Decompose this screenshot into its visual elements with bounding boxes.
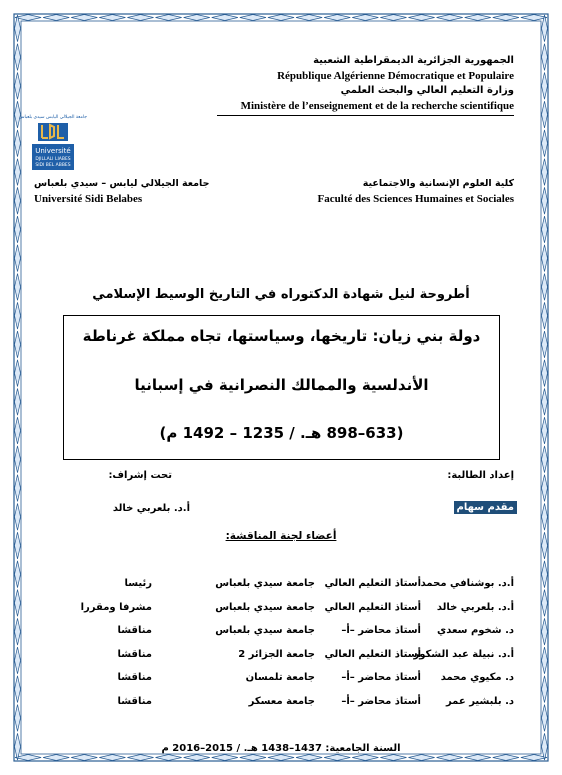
border-ornament [352,755,378,761]
border-ornament [542,475,548,502]
committee-name: د. شخوم سعدي [437,625,514,636]
border-ornament [71,15,97,21]
committee-institution: جامعة تلمسان [245,672,315,683]
border-ornament [184,755,210,761]
university-logo [18,112,88,174]
committee-role: مناقشا [117,672,152,683]
border-ornament [542,446,548,473]
logo-name-3: SIDI BEL ABBES [35,163,71,168]
committee-rank: أستاذ محاضر –أ– [341,625,421,636]
border-ornament [15,15,21,42]
committee-title: أعضاء لجنة المناقشة: [225,530,337,542]
border-ornament [542,101,548,128]
border-ornament [15,187,21,214]
committee-rank: أستاذ التعليم العالي [324,578,421,589]
ministry-fr: Ministère de l’enseignement et de la recherche scientifique [240,100,514,112]
border-ornament [99,15,125,21]
committee-role: مناقشا [117,695,152,707]
border-ornament [542,159,548,186]
border-ornament [15,302,21,329]
committee-name: أ.د. نبيلة عبد الشكور [413,648,514,660]
border-ornament [15,216,21,243]
border-ornament [15,44,21,71]
border-ornament [43,15,69,21]
ministry-ar: وزارة التعليم العالي والبحث العلمي [340,85,514,96]
student-name: مقدم سهام [454,501,518,514]
committee-name: د. مكيوي محمد [440,672,514,683]
border-ornament [542,389,548,416]
border-ornament [15,159,21,186]
border-ornament [184,15,210,21]
border-ornament [542,302,548,329]
border-ornament [465,755,491,761]
republic-ar: الجمهورية الجزائرية الديمقراطية الشعبية [313,55,514,66]
committee-role: مناقشا [117,648,152,660]
border-ornament [99,755,125,761]
border-ornament [212,755,238,761]
committee-name: أ.د. بلعربي خالد [436,601,514,613]
border-ornament [15,360,21,387]
committee-row [0,578,562,598]
logo-name-2: DJILLALI LIABES [35,157,71,162]
committee-institution: جامعة سيدي بلعباس [215,578,315,589]
border-ornament [493,755,519,761]
committee-row [0,625,562,645]
committee-rank: أستاذ محاضر –أ– [341,672,421,683]
border-ornament [212,15,238,21]
border-ornament [324,15,350,21]
border-ornament [542,331,548,358]
border-ornament [296,15,322,21]
border-ornament [156,15,182,21]
border-ornament [15,15,41,21]
thesis-subtitle: أطروحة لنيل شهادة الدكتوراه في التاريخ الوسيط الإسلامي [92,287,470,302]
border-ornament [15,755,41,761]
university-fr: Université Sidi Belabes [34,193,143,205]
border-ornament [15,331,21,358]
border-ornament [437,15,463,21]
committee-row [0,672,562,692]
border-ornament [465,15,491,21]
supervisor-label: تحت إشراف: [108,470,172,481]
committee-role: مناقشا [117,625,152,636]
committee-institution: جامعة سيدي بلعباس [215,601,315,613]
logo-name-1: Université [35,147,71,155]
republic-fr: République Algérienne Démocratique et Populaire [277,70,514,82]
committee-row [0,696,562,716]
border-ornament [296,755,322,761]
committee-name: أ.د. بوشنافي محمد [420,578,514,589]
border-ornament [542,72,548,99]
border-ornament [15,389,21,416]
committee-row [0,649,562,669]
committee-institution: جامعة الجزائر 2 [238,648,315,660]
border-ornament [437,755,463,761]
faculty-ar: كلية العلوم الإنسانية والاجتماعية [362,178,514,189]
academic-year: السنة الجامعية: 1437–1438 هـ. / 2015–2016 م [161,743,401,754]
border-ornament [15,503,21,530]
thesis-title-line1: دولة بني زيان: تاريخها، وسياستها، تجاه مملكة غرناطة [82,327,481,345]
border-ornament [542,417,548,444]
border-ornament [324,755,350,761]
border-ornament [15,417,21,444]
committee-institution: جامعة سيدي بلعباس [215,625,315,636]
border-ornament [542,15,548,42]
committee-rank: أستاذ محاضر –أ– [341,695,421,707]
committee-name: د. بلبشير عمر [445,695,514,707]
border-ornament [268,755,294,761]
border-ornament [521,755,547,761]
border-ornament [15,446,21,473]
student-label: إعداد الطالبة: [447,470,514,481]
border-ornament [521,15,547,21]
border-ornament [15,475,21,502]
border-ornament [380,15,406,21]
committee-rank: أستاذ التعليم العالي [324,648,421,660]
committee-row [0,602,562,622]
supervisor-name: أ.د. بلعربي خالد [112,503,190,514]
border-ornament [127,755,153,761]
border-ornament [408,15,434,21]
border-ornament [43,755,69,761]
border-ornament [71,755,97,761]
border-ornament [542,245,548,272]
border-ornament [380,755,406,761]
border-ornament [15,130,21,157]
border-ornament [542,216,548,243]
thesis-title-line3: (633–898 هـ. / 1235 – 1492 م) [159,424,404,442]
committee-role: رئيسا [124,578,152,589]
faculty-fr: Faculté des Sciences Humaines et Sociales [317,193,514,205]
border-ornament [15,245,21,272]
logo-top-text: جامعة الجيلالي اليابس سيدي بلعباس [18,115,88,120]
border-ornament [15,72,21,99]
border-ornament [408,755,434,761]
border-ornament [542,130,548,157]
university-ar: جامعة الجيلالي ليابس – سيدي بلعباس [34,178,210,189]
border-ornament [352,15,378,21]
border-ornament [127,15,153,21]
border-ornament [240,755,266,761]
border-ornament [268,15,294,21]
border-ornament [542,187,548,214]
border-ornament [240,15,266,21]
border-ornament [542,44,548,71]
committee-role: مشرفا ومقررا [80,601,152,613]
border-ornament [156,755,182,761]
header-underline [217,115,514,116]
border-ornament [542,503,548,530]
border-ornament [493,15,519,21]
committee-institution: جامعة معسكر [248,695,315,707]
border-ornament [542,360,548,387]
thesis-title-line2: الأندلسية والممالك النصرانية في إسبانيا [134,376,429,394]
committee-rank: أستاذ التعليم العالي [324,601,421,613]
